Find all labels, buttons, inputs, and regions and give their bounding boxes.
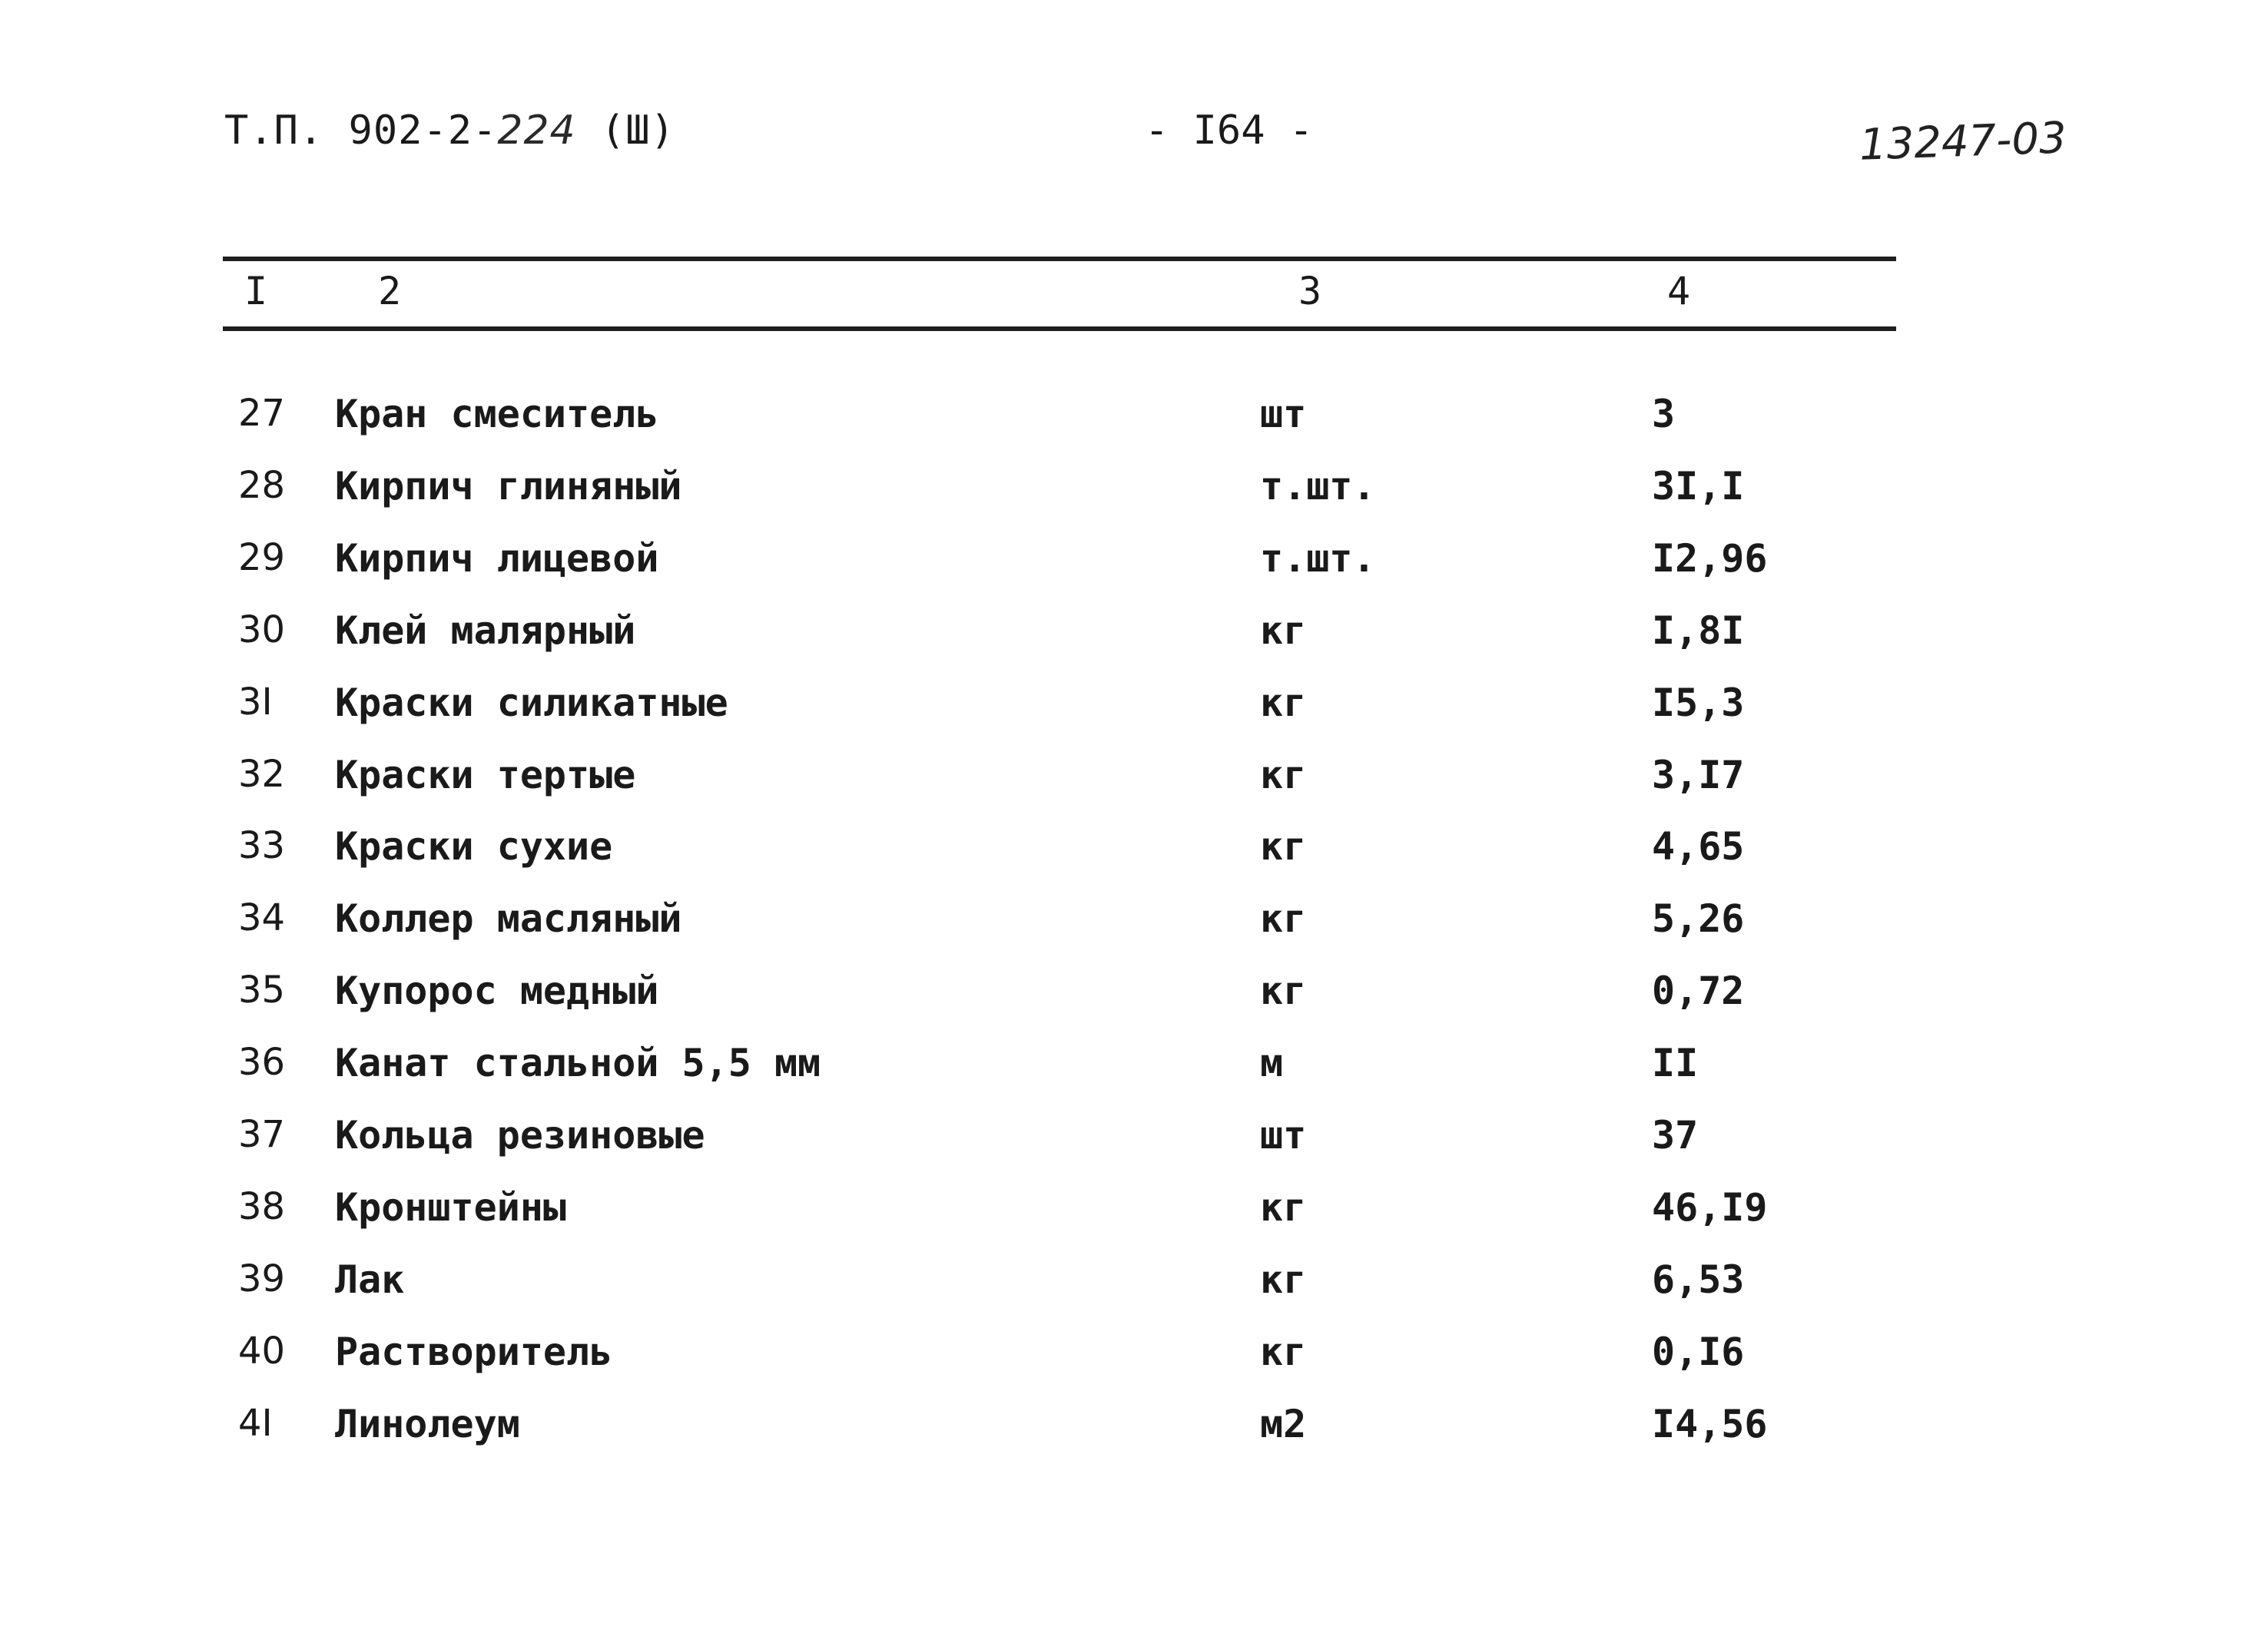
row-number: 29 — [238, 536, 286, 579]
item-name: Линолеум — [335, 1402, 520, 1446]
row-number: 30 — [238, 608, 286, 651]
item-quantity: 5,26 — [1652, 896, 1745, 941]
row-number: 39 — [238, 1257, 286, 1300]
table-row — [0, 1402, 2268, 1463]
row-number: 36 — [238, 1041, 286, 1084]
item-quantity: 6,53 — [1652, 1257, 1745, 1302]
item-quantity: 3 — [1652, 392, 1676, 436]
item-name: Лак — [335, 1257, 405, 1302]
item-name: Кран смеситель — [335, 392, 659, 436]
item-name: Краски силикатные — [335, 681, 728, 725]
item-name: Краски тертые — [335, 753, 636, 797]
table-column-headers — [0, 269, 2268, 323]
item-unit: кг — [1260, 1257, 1307, 1302]
item-quantity: 3,I7 — [1652, 753, 1745, 797]
row-number: 38 — [238, 1185, 286, 1228]
item-name: Кронштейны — [335, 1185, 567, 1230]
column-header-3: 3 — [1298, 269, 1322, 313]
item-name: Растворитель — [335, 1330, 613, 1374]
item-quantity: I,8I — [1652, 608, 1745, 653]
row-number: 40 — [238, 1330, 286, 1373]
item-unit: м — [1260, 1041, 1284, 1085]
row-number: 4I — [238, 1402, 273, 1445]
item-unit: кг — [1260, 753, 1307, 797]
item-name: Кольца резиновые — [335, 1113, 705, 1158]
item-unit: кг — [1260, 1330, 1307, 1374]
table-row — [0, 536, 2268, 598]
item-unit: кг — [1260, 969, 1307, 1013]
table-row — [0, 681, 2268, 742]
row-number: 27 — [238, 392, 286, 435]
item-unit: шт — [1260, 392, 1307, 436]
table-header-rule — [223, 326, 1896, 331]
item-quantity: II — [1652, 1041, 1699, 1085]
item-unit: шт — [1260, 1113, 1307, 1158]
item-name: Канат стальной 5,5 мм — [335, 1041, 821, 1085]
item-name: Клей малярный — [335, 608, 636, 653]
table-row — [0, 1113, 2268, 1174]
item-unit: кг — [1260, 824, 1307, 869]
item-name: Краски сухие — [335, 824, 613, 869]
row-number: 28 — [238, 464, 286, 507]
doc-code-handwritten: 224 — [497, 108, 576, 154]
row-number: 34 — [238, 896, 286, 939]
column-header-4: 4 — [1667, 269, 1691, 313]
item-quantity: 46,I9 — [1652, 1185, 1768, 1230]
row-number: 3I — [238, 681, 273, 724]
table-body — [0, 392, 2268, 1482]
item-unit: кг — [1260, 896, 1307, 941]
row-number: 32 — [238, 753, 286, 796]
table-row — [0, 464, 2268, 525]
item-name: Купорос медный — [335, 969, 659, 1013]
document-code — [224, 108, 675, 154]
table-row — [0, 753, 2268, 814]
table-row — [0, 608, 2268, 670]
page-number: - I64 - — [1145, 108, 1314, 154]
item-quantity: 3I,I — [1652, 464, 1745, 508]
item-quantity: I2,96 — [1652, 536, 1768, 581]
item-name: Коллер масляный — [335, 896, 682, 941]
table-row — [0, 824, 2268, 886]
table-top-rule — [223, 257, 1896, 261]
item-quantity: 4,65 — [1652, 824, 1745, 869]
item-quantity: I5,3 — [1652, 681, 1745, 725]
table-row — [0, 1257, 2268, 1319]
item-unit: кг — [1260, 1185, 1307, 1230]
item-unit: т.шт. — [1260, 536, 1376, 581]
table-row — [0, 1330, 2268, 1391]
row-number: 35 — [238, 969, 286, 1012]
item-name: Кирпич лицевой — [335, 536, 659, 581]
column-header-1: I — [244, 269, 268, 313]
doc-code-suffix: (Ш) — [575, 108, 675, 154]
doc-code-prefix: Т.П. 902-2- — [224, 108, 498, 154]
item-quantity: 37 — [1652, 1113, 1699, 1158]
item-unit: м2 — [1260, 1402, 1307, 1446]
item-unit: кг — [1260, 608, 1307, 653]
table-row — [0, 1041, 2268, 1102]
page-header — [0, 100, 2268, 169]
item-unit: кг — [1260, 681, 1307, 725]
row-number: 33 — [238, 824, 286, 867]
table-row — [0, 969, 2268, 1030]
item-quantity: 0,72 — [1652, 969, 1745, 1013]
table-row — [0, 392, 2268, 453]
table-row — [0, 896, 2268, 958]
column-header-2: 2 — [378, 269, 402, 313]
table-row — [0, 1185, 2268, 1247]
item-unit: т.шт. — [1260, 464, 1376, 508]
item-quantity: 0,I6 — [1652, 1330, 1745, 1374]
item-name: Кирпич глиняный — [335, 464, 682, 508]
archive-number: 13247-03 — [1858, 113, 2067, 171]
row-number: 37 — [238, 1113, 286, 1156]
item-quantity: I4,56 — [1652, 1402, 1768, 1446]
